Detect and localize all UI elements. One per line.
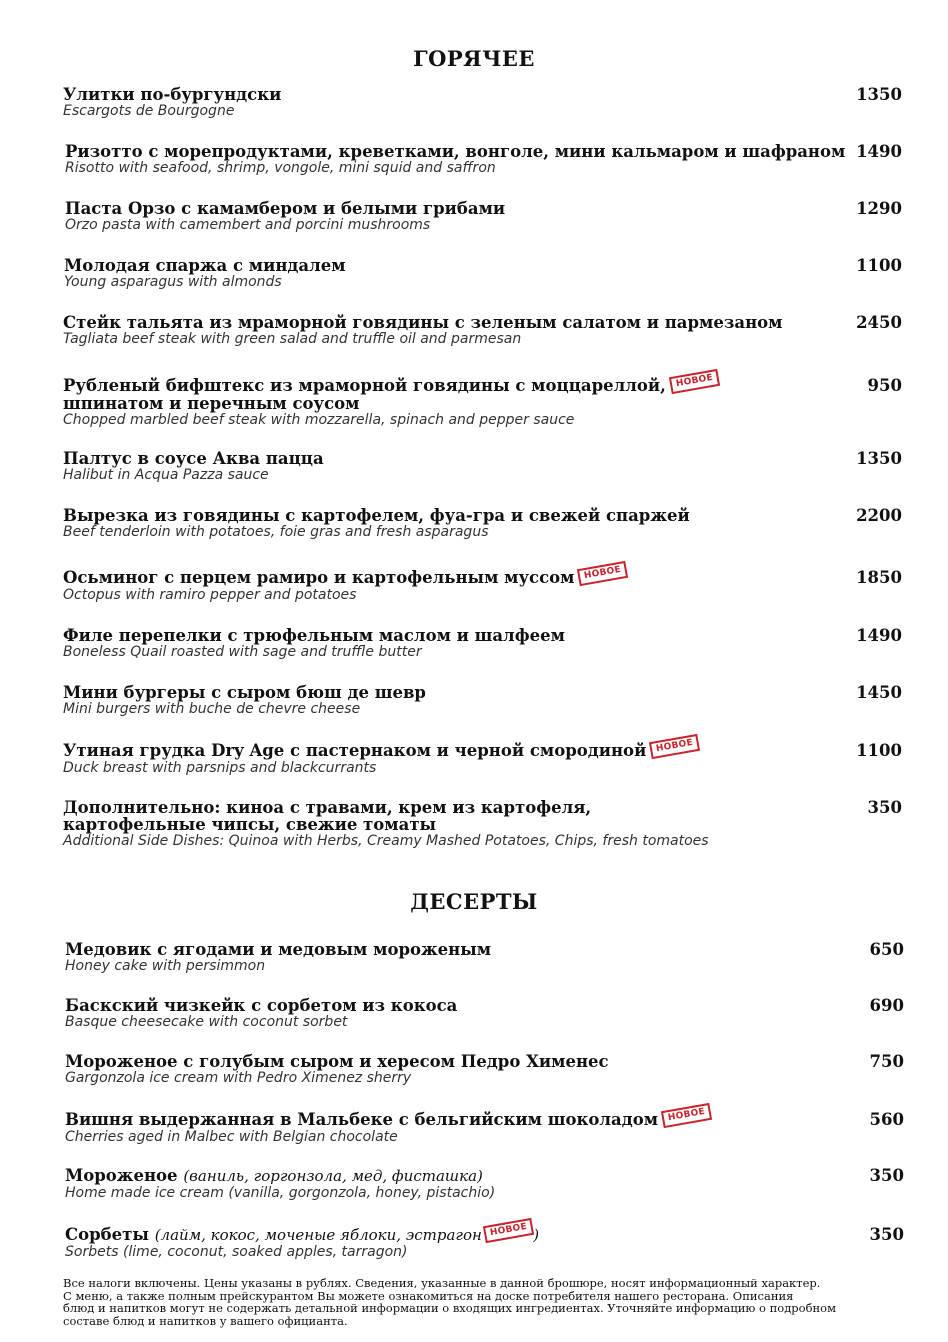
dish-name-en: Honey cake with persimmon [65,958,266,974]
dish-price: 1850 [856,568,902,587]
dish-name-ru: Мини бургеры с сыром бюш де шевр [63,683,426,702]
dish-price: 1290 [856,199,902,218]
dish-name-ru: Мороженое [65,1166,178,1185]
dish-name-en: Sorbets (lime, coconut, soaked apples, tarragon) [65,1244,408,1260]
menu-item-sorbets [0,1221,948,1260]
menu-item-halibut [0,450,948,483]
hot-section-title: ГОРЯЧЕЕ [413,46,535,71]
dish-name-ru-line2: шпинатом и перечным соусом [63,394,360,413]
menu-item-cherries [0,1106,948,1145]
menu-item-basque-cheesecake [0,997,948,1030]
dish-price: 1350 [856,85,902,104]
dish-name-en: Orzo pasta with camembert and porcini mushrooms [65,217,431,233]
dish-price: 1100 [856,256,902,275]
dish-name-ru: Улитки по-бургундски [63,85,282,104]
dish-name-en: Young asparagus with almonds [64,274,282,290]
footer-line: составе блюд и напитков у вашего официанта. [63,1313,348,1328]
new-badge: НОВОЕ [669,369,721,394]
dish-price: 350 [867,798,902,817]
dish-name-ru: Дополнительно: киноа с травами, крем из картофеля, [63,798,592,817]
new-badge: НОВОЕ [577,561,629,586]
dish-name-en: Halibut in Acqua Pazza sauce [63,467,269,483]
dish-name-en: Basque cheesecake with coconut sorbet [65,1014,348,1030]
dish-name-en: Tagliata beef steak with green salad and truffle oil and parmesan [63,331,522,347]
dish-name-ru: Молодая спаржа с миндалем [64,256,346,275]
menu-item-blue-cheese-ice-cream [0,1053,948,1086]
dish-name-ru-line2: картофельные чипсы, свежие томаты [63,815,437,834]
dish-price: 350 [869,1225,904,1244]
dish-name-ru: Медовик с ягодами и медовым мороженым [65,940,492,959]
dish-price: 1100 [856,741,902,760]
menu-item-mini-burgers [0,684,948,717]
new-badge: НОВОЕ [649,734,701,759]
dish-name-ru: Стейк тальята из мраморной говядины с зеленым салатом и пармезаном [63,313,783,332]
footer-line: С меню, а также полным прейскурантом Вы можете ознакомиться на доске потребителя нашего ресторана. Описания [63,1288,794,1303]
menu-item-duck [0,737,948,776]
dish-price: 350 [869,1166,904,1185]
dish-name-ru: Рубленый бифштекс из мраморной говядины с моццареллой, [63,376,666,395]
menu-item-tagliata [0,314,948,347]
menu-item-side-dishes [0,799,948,849]
dish-name-ru: Вишня выдержанная в Мальбеке с бельгийским шоколадом [65,1110,659,1129]
dish-name-ru: Паста Орзо с камамбером и белыми грибами [65,199,506,218]
dish-price: 1350 [856,449,902,468]
menu-item-honey-cake [0,941,948,974]
new-badge: НОВОЕ [661,1103,713,1128]
menu-item-escargots [0,86,948,119]
dish-name-ru: Осьминог с перцем рамиро и картофельным муссом [63,568,575,587]
dish-price: 950 [867,376,902,395]
dish-price: 560 [869,1110,904,1129]
footer-line: блюд и напитков могут не содержать детальной информации о входящих ингредиентах. Уточняйте информацию о подробном [63,1301,837,1315]
dish-price: 690 [869,996,904,1015]
dish-name-ru: Филе перепелки с трюфельным маслом и шалфеем [63,626,565,645]
dish-flavors-ru: (ваниль, горгонзола, мед, фисташка) [183,1167,483,1185]
menu-item-octopus [0,564,948,603]
dish-name-ru: Баскский чизкейк с сорбетом из кокоса [65,996,458,1015]
dish-price: 2450 [856,313,902,332]
dish-name-ru: Палтус в соусе Аква пацца [63,449,324,468]
new-badge: НОВОЕ [483,1218,535,1243]
dish-name-en: Additional Side Dishes: Quinoa with Herbs, Creamy Mashed Potatoes, Chips, fresh tomatoes [63,833,709,849]
dish-flavors-close: ) [533,1226,540,1244]
footer-line: Все налоги включены. Цены указаны в рублях. Сведения, указанные в данной брошюре, носят информационный характер. [63,1276,821,1290]
dish-name-ru: Утиная грудка Dry Age с пастернаком и черной смородиной [63,741,647,760]
dish-name-en: Risotto with seafood, shrimp, vongole, mini squid and saffron [65,160,496,176]
dish-name-en: Mini burgers with buche de chevre cheese [63,701,361,717]
menu-item-ice-cream [0,1167,948,1201]
dish-name-en: Home made ice cream (vanilla, gorgonzola, honey, pistachio) [65,1185,496,1201]
menu-item-risotto [0,143,948,176]
legal-footer [63,1277,903,1327]
dish-name-en: Chopped marbled beef steak with mozzarella, spinach and pepper sauce [63,412,575,428]
dish-name-en: Beef tenderloin with potatoes, foie gras and fresh asparagus [63,524,489,540]
menu-item-asparagus [0,257,948,290]
dish-price: 1490 [856,626,902,645]
menu-item-beef-tenderloin [0,507,948,540]
dish-name-en: Cherries aged in Malbec with Belgian chocolate [65,1129,398,1145]
dish-price: 1450 [856,683,902,702]
dish-name-en: Duck breast with parsnips and blackcurrants [63,760,377,776]
menu-item-beef-steak [0,372,948,428]
dish-name-ru: Ризотто с морепродуктами, креветками, вонголе, мини кальмаром и шафраном [65,142,846,161]
dish-price: 650 [869,940,904,959]
menu-item-quail [0,627,948,660]
dish-name-en: Boneless Quail roasted with sage and truffle butter [63,644,422,660]
dish-name-en: Gargonzola ice cream with Pedro Ximenez sherry [65,1070,412,1086]
dish-name-ru: Мороженое с голубым сыром и хересом Педро Хименес [65,1052,609,1071]
dish-price: 1490 [856,142,902,161]
dish-flavors-ru: (лайм, кокос, моченые яблоки, эстрагон [154,1226,482,1244]
dish-name-ru: Вырезка из говядины с картофелем, фуа-гра и свежей спаржей [63,506,690,525]
menu-item-orzo [0,200,948,233]
dish-name-en: Octopus with ramiro pepper and potatoes [63,587,357,603]
dish-name-en: Escargots de Bourgogne [63,103,235,119]
dish-name-ru: Сорбеты [65,1225,149,1244]
dish-price: 750 [869,1052,904,1071]
dish-price: 2200 [856,506,902,525]
desserts-section-title: ДЕСЕРТЫ [410,889,538,914]
